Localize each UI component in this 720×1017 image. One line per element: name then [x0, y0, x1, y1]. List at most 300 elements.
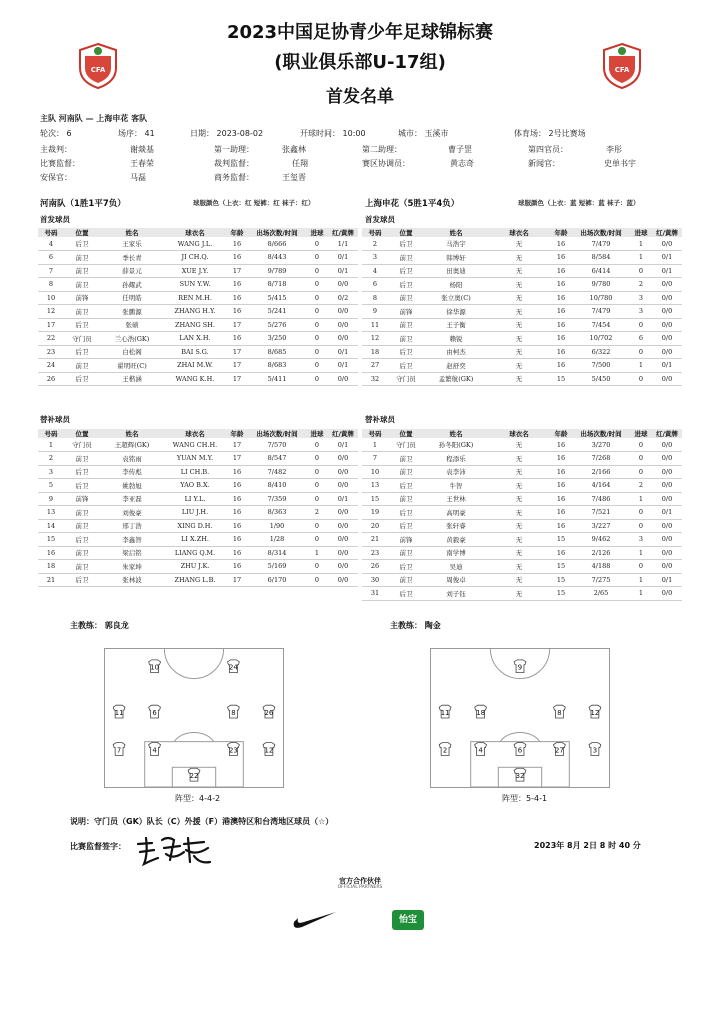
table-cell: 0 [630, 345, 652, 359]
table-cell: 16 [550, 506, 572, 520]
signature-time: 2023年 8月 2日 8 时 40 分 [534, 841, 641, 850]
table-cell: 16 [226, 237, 248, 251]
away-coach-name: 陶金 [424, 621, 441, 630]
table-cell: 0/0 [652, 546, 682, 560]
column-header: 球衣名 [488, 228, 550, 237]
table-cell: 0 [306, 305, 328, 319]
table-cell: 邢丁浩 [100, 519, 164, 533]
home-starters-label: 首发球员 [40, 215, 70, 224]
table-cell: 0/1 [328, 359, 358, 373]
partners-title: 官方合作伙伴 [339, 877, 381, 885]
table-cell: 24 [38, 359, 64, 373]
table-cell: 18 [362, 345, 388, 359]
table-cell: 0/1 [652, 573, 682, 587]
table-cell: ZHAI M.W. [164, 359, 226, 373]
column-header: 位置 [388, 228, 424, 237]
table-cell: 8/363 [248, 506, 306, 520]
table-header-row [38, 429, 358, 438]
table-cell: 守门员 [388, 438, 424, 452]
table-cell: 8/685 [248, 345, 306, 359]
column-header: 出场次数/时间 [248, 228, 306, 237]
table-cell: 0/0 [328, 305, 358, 319]
table-cell: 无 [488, 345, 550, 359]
table-cell: 1 [630, 237, 652, 251]
table-row [362, 533, 682, 547]
table-cell: 9/789 [248, 264, 306, 278]
table-cell: 12 [38, 305, 64, 319]
table-cell: 5 [38, 479, 64, 493]
table-row [362, 546, 682, 560]
table-cell: 0 [630, 519, 652, 533]
table-cell: 0 [630, 264, 652, 278]
table-cell: 前锋 [388, 305, 424, 319]
table-cell: 0/0 [328, 506, 358, 520]
table-cell: 0 [306, 359, 328, 373]
table-cell: 8/443 [248, 251, 306, 265]
table-cell: 0/0 [652, 452, 682, 466]
table-cell: 0 [306, 452, 328, 466]
table-row [362, 291, 682, 305]
table-cell: 0/0 [652, 479, 682, 493]
table-cell: 后卫 [64, 318, 100, 332]
table-row [38, 264, 358, 278]
table-cell: 0 [306, 237, 328, 251]
table-cell: 吴迪 [424, 560, 488, 574]
table-row [362, 332, 682, 346]
svg-text:2: 2 [442, 746, 448, 755]
table-cell: 3 [38, 465, 64, 479]
table-cell: 前锋 [64, 291, 100, 305]
column-header: 位置 [64, 429, 100, 438]
table-cell: ZHANG H.Y. [164, 305, 226, 319]
table-cell: 5/411 [248, 372, 306, 386]
table-cell: 0/1 [652, 506, 682, 520]
table-cell: 3/227 [572, 519, 630, 533]
match-city: 城市： 玉溪市 [398, 129, 449, 138]
table-cell: 守门员 [64, 332, 100, 346]
table-cell: 守门员 [64, 438, 100, 452]
svg-text:11: 11 [114, 709, 124, 718]
table-cell: 朱家坤 [100, 560, 164, 574]
svg-text:CFA: CFA [90, 66, 106, 74]
column-header: 年龄 [550, 429, 572, 438]
table-row [38, 332, 358, 346]
table-cell: 3/250 [248, 332, 306, 346]
table-cell: 后卫 [388, 359, 424, 373]
table-cell: 前卫 [388, 465, 424, 479]
table-cell: 0 [306, 492, 328, 506]
table-cell: 7/500 [572, 359, 630, 373]
table-row [38, 479, 358, 493]
column-header: 年龄 [226, 429, 248, 438]
table-row [362, 573, 682, 587]
table-cell: 1/28 [248, 533, 306, 547]
svg-text:9: 9 [517, 663, 523, 672]
legend-note: 说明：守门员（GK）队长（C）外援（F）港澳特区和台湾地区球员（☆） [70, 817, 334, 826]
table-cell: 0 [630, 372, 652, 386]
table-cell: 0/0 [652, 278, 682, 292]
table-cell: 1/90 [248, 519, 306, 533]
table-cell: 0 [306, 465, 328, 479]
table-cell: 17 [226, 573, 248, 587]
player-marker [589, 705, 601, 718]
column-header: 号码 [38, 429, 64, 438]
column-header: 出场次数/时间 [248, 429, 306, 438]
table-cell: 无 [488, 533, 550, 547]
table-cell: 后卫 [388, 264, 424, 278]
table-cell: 17 [226, 345, 248, 359]
column-header: 进球 [630, 228, 652, 237]
table-cell: 2 [38, 452, 64, 466]
table-cell: 22 [38, 332, 64, 346]
table-cell: 后卫 [64, 573, 100, 587]
table-cell: 16 [550, 519, 572, 533]
table-cell: 13 [38, 506, 64, 520]
cfa-logo-left [76, 42, 120, 90]
table-cell: 无 [488, 573, 550, 587]
table-cell: BAI S.G. [164, 345, 226, 359]
column-header: 红/黄牌 [328, 429, 358, 438]
match-venue: 体育场： 2号比赛场 [514, 129, 586, 138]
player-marker [263, 705, 275, 718]
table-cell: 0/0 [652, 560, 682, 574]
table-cell: 16 [226, 560, 248, 574]
table-cell: 21 [362, 533, 388, 547]
away-formation-label: 阵型：5-4-1 [502, 794, 548, 803]
table-row [38, 465, 358, 479]
table-cell: 0 [306, 519, 328, 533]
table-cell: 16 [550, 345, 572, 359]
player-marker [113, 705, 125, 718]
table-cell: 王子衡 [424, 318, 488, 332]
table-cell: 4/188 [572, 560, 630, 574]
table-cell: 10 [362, 465, 388, 479]
table-cell: 王世林 [424, 492, 488, 506]
official-role: 比赛监督： [40, 159, 80, 168]
table-cell: 7/570 [248, 438, 306, 452]
table-cell: 0 [630, 506, 652, 520]
svg-text:26: 26 [264, 709, 274, 718]
away-starters-label: 首发球员 [365, 215, 395, 224]
column-header: 进球 [306, 429, 328, 438]
player-marker [228, 660, 240, 673]
table-cell: 0/0 [652, 492, 682, 506]
table-cell: 0/0 [328, 372, 358, 386]
svg-text:24: 24 [229, 663, 238, 672]
table-cell: 0 [630, 438, 652, 452]
table-cell: 前卫 [64, 506, 100, 520]
table-cell: 6 [630, 332, 652, 346]
table-header-row [38, 228, 358, 237]
table-cell: 16 [226, 251, 248, 265]
table-cell: 后卫 [388, 587, 424, 601]
table-cell: 4 [362, 264, 388, 278]
table-cell: 4 [38, 237, 64, 251]
table-cell: 16 [550, 492, 572, 506]
table-cell: 前卫 [388, 573, 424, 587]
table-cell: 无 [488, 278, 550, 292]
home-starters-table [38, 228, 358, 386]
table-cell: 16 [226, 291, 248, 305]
table-cell: 刘子钰 [424, 587, 488, 601]
table-cell: 前卫 [64, 251, 100, 265]
home-subs-table [38, 429, 358, 587]
table-row [362, 237, 682, 251]
player-marker [188, 768, 200, 781]
table-cell: 王超辉(GK) [100, 438, 164, 452]
player-marker [514, 660, 526, 673]
table-cell: 0 [306, 372, 328, 386]
column-header: 球衣名 [488, 429, 550, 438]
table-cell: 前卫 [388, 546, 424, 560]
official-name: 张鑫林 [282, 145, 306, 154]
table-row [38, 359, 358, 373]
table-cell: 程添乐 [424, 452, 488, 466]
table-cell: 后卫 [388, 237, 424, 251]
player-marker [228, 743, 240, 756]
table-row [362, 345, 682, 359]
table-cell: 刘俊豪 [100, 506, 164, 520]
table-cell: WANG J.L. [164, 237, 226, 251]
table-cell: 王家乐 [100, 237, 164, 251]
table-cell: 15 [550, 372, 572, 386]
table-cell: 0/0 [652, 587, 682, 601]
table-cell: 后卫 [388, 345, 424, 359]
table-cell: 1 [630, 546, 652, 560]
table-cell: 17 [226, 452, 248, 466]
table-cell: 7/454 [572, 318, 630, 332]
table-cell: 0/0 [652, 237, 682, 251]
table-row [362, 560, 682, 574]
table-cell: 23 [38, 345, 64, 359]
table-cell: 7/479 [572, 305, 630, 319]
table-cell: 17 [226, 318, 248, 332]
table-cell: 9/780 [572, 278, 630, 292]
table-cell: 7/268 [572, 452, 630, 466]
table-cell: 后卫 [388, 479, 424, 493]
table-row [362, 465, 682, 479]
table-cell: 0 [630, 452, 652, 466]
table-cell: 3/270 [572, 438, 630, 452]
table-cell: 3 [630, 305, 652, 319]
table-cell: 无 [488, 506, 550, 520]
table-row [38, 519, 358, 533]
table-cell: 16 [550, 332, 572, 346]
table-cell: 26 [362, 560, 388, 574]
table-cell: 7/479 [572, 237, 630, 251]
player-marker [439, 743, 451, 756]
partners-subtitle: OFFICIAL PARTNERS [337, 885, 383, 890]
table-cell: 2 [306, 506, 328, 520]
table-cell: 2/65 [572, 587, 630, 601]
table-cell: 6/322 [572, 345, 630, 359]
table-cell: 0/0 [652, 305, 682, 319]
table-cell: 16 [550, 264, 572, 278]
table-row [362, 264, 682, 278]
svg-text:22: 22 [189, 772, 199, 781]
table-cell: 8/410 [248, 479, 306, 493]
home-formation-label: 阵型：4-4-2 [175, 794, 221, 803]
table-cell: 0 [630, 465, 652, 479]
column-header: 球衣名 [164, 228, 226, 237]
table-cell: 0 [306, 278, 328, 292]
table-cell: 前卫 [64, 546, 100, 560]
column-header: 进球 [306, 228, 328, 237]
table-row [38, 291, 358, 305]
official-role: 安保官： [40, 173, 72, 182]
table-cell: 7/521 [572, 506, 630, 520]
table-cell: 0/0 [328, 278, 358, 292]
table-cell: LIANG Q.M. [164, 546, 226, 560]
official-name: 王春荣 [130, 159, 154, 168]
table-cell: 0 [306, 332, 328, 346]
table-cell: LI Y.L. [164, 492, 226, 506]
table-cell: 无 [488, 372, 550, 386]
table-cell: JI CH.Q. [164, 251, 226, 265]
table-row [362, 506, 682, 520]
table-cell: 1 [306, 546, 328, 560]
official-name: 史单书宇 [604, 159, 636, 168]
table-cell: 前卫 [64, 305, 100, 319]
table-cell: SUN Y.W. [164, 278, 226, 292]
table-cell: 7 [38, 264, 64, 278]
table-cell: 0/0 [652, 372, 682, 386]
column-header: 年龄 [226, 228, 248, 237]
table-cell: 10/702 [572, 332, 630, 346]
document-title: 首发名单 [326, 87, 394, 107]
official-name: 马磊 [130, 173, 146, 182]
column-header: 红/黄牌 [652, 228, 682, 237]
table-cell: 8 [38, 278, 64, 292]
table-cell: 12 [362, 332, 388, 346]
player-marker [589, 743, 601, 756]
table-row [38, 560, 358, 574]
table-cell: ZHANG L.B. [164, 573, 226, 587]
table-row [362, 438, 682, 452]
official-name: 黄志奇 [450, 159, 474, 168]
table-cell: 前卫 [388, 291, 424, 305]
table-cell: 0/0 [328, 318, 358, 332]
table-cell: 1 [630, 359, 652, 373]
table-cell: 0/0 [652, 332, 682, 346]
svg-text:23: 23 [229, 746, 238, 755]
table-cell: 1 [630, 492, 652, 506]
table-row [38, 438, 358, 452]
table-cell: 0/0 [328, 479, 358, 493]
supervisor-signature [134, 830, 214, 870]
official-name: 谢燚基 [130, 145, 154, 154]
player-marker [149, 743, 161, 756]
table-row [362, 452, 682, 466]
table-cell: 16 [550, 546, 572, 560]
table-cell: 无 [488, 560, 550, 574]
official-role: 主裁判： [40, 145, 72, 154]
table-cell: 16 [226, 465, 248, 479]
table-cell: 后卫 [388, 278, 424, 292]
table-cell: 16 [226, 533, 248, 547]
table-cell: 高明豪 [424, 506, 488, 520]
table-cell: 前锋 [64, 492, 100, 506]
table-cell: 前锋 [388, 533, 424, 547]
table-cell: 前卫 [388, 452, 424, 466]
table-cell: 7/482 [248, 465, 306, 479]
home-formation-pitch [104, 648, 284, 788]
official-role: 裁判监督： [214, 159, 254, 168]
table-cell: 黄毅豪 [424, 533, 488, 547]
table-cell: REN M.H. [164, 291, 226, 305]
table-cell: 17 [226, 372, 248, 386]
table-cell: WANG CH.H. [164, 438, 226, 452]
table-cell: 任明皓 [100, 291, 164, 305]
table-cell: ZHANG SH. [164, 318, 226, 332]
match-field: 场序： 41 [118, 129, 155, 138]
player-marker [475, 743, 487, 756]
table-row [38, 573, 358, 587]
table-cell: 2/126 [572, 546, 630, 560]
svg-text:6: 6 [152, 709, 157, 718]
table-cell: 后卫 [388, 506, 424, 520]
table-row [362, 251, 682, 265]
home-coach [70, 620, 129, 631]
column-header: 进球 [630, 429, 652, 438]
table-cell: 无 [488, 452, 550, 466]
column-header: 姓名 [424, 228, 488, 237]
table-cell: 前卫 [64, 560, 100, 574]
column-header: 姓名 [100, 228, 164, 237]
table-cell: LIU J.H. [164, 506, 226, 520]
table-cell: ZHU J.K. [164, 560, 226, 574]
table-cell: 0 [306, 479, 328, 493]
table-cell: 13 [362, 479, 388, 493]
table-header-row [362, 228, 682, 237]
svg-text:8: 8 [231, 709, 236, 718]
table-cell: 0/1 [652, 359, 682, 373]
column-header: 号码 [38, 228, 64, 237]
table-cell: 6/170 [248, 573, 306, 587]
table-cell: 后卫 [64, 345, 100, 359]
table-cell: 孙耀武 [100, 278, 164, 292]
table-cell: 前卫 [64, 519, 100, 533]
table-cell: 0 [306, 560, 328, 574]
column-header: 号码 [362, 429, 388, 438]
table-cell: 无 [488, 438, 550, 452]
home-team-colors: 球服颜色（上衣：红 短裤：红 袜子：红） [193, 199, 315, 207]
table-cell: 赵舒奕 [424, 359, 488, 373]
table-cell: 16 [226, 479, 248, 493]
cfa-logo-right [600, 42, 644, 90]
table-cell: 无 [488, 519, 550, 533]
table-cell: 18 [38, 560, 64, 574]
official-role: 第一助理： [214, 145, 254, 154]
cestbon-logo: 怡宝 [392, 910, 424, 930]
table-cell: 4/164 [572, 479, 630, 493]
home-coach-label: 主教练： [70, 621, 102, 630]
player-marker [149, 660, 161, 673]
table-cell: 徐华源 [424, 305, 488, 319]
match-round: 轮次： 6 [40, 129, 72, 138]
away-team-title: 上海申花（5胜1平4负） [365, 199, 460, 209]
table-cell: 后卫 [64, 479, 100, 493]
table-cell: 16 [226, 492, 248, 506]
table-cell: 0/0 [328, 519, 358, 533]
table-cell: 20 [362, 519, 388, 533]
table-cell: 0/0 [652, 438, 682, 452]
table-cell: 张立奥(C) [424, 291, 488, 305]
table-cell: 16 [550, 452, 572, 466]
svg-text:10: 10 [150, 663, 159, 672]
table-row [38, 251, 358, 265]
away-subs-label: 替补球员 [365, 415, 395, 424]
